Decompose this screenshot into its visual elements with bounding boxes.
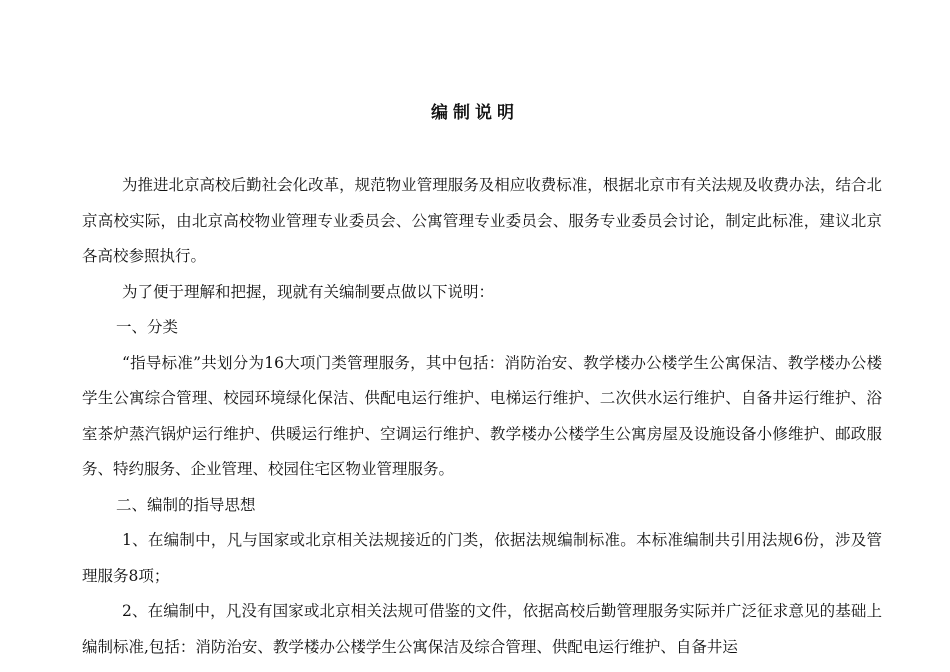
principle-item-1: 1、在编制中，凡与国家或北京相关法规接近的门类，依据法规编制标准。本标准编制共引用法规6份，涉及管理服务8项； [82,531,882,585]
document-title: 编制说明 [431,103,519,123]
intro-paragraph: 为推进北京高校后勤社会化改革，规范物业管理服务及相应收费标准，根据北京市有关法规及收费办法，结合北京高校实际，由北京高校物业管理专业委员会、公寓管理专业委员会、服务专业委员会讨论，制定此标准，建议北京各高校参照执行。 [82,176,882,265]
explanation-lead: 为了便于理解和把握，现就有关编制要点做以下说明： [122,282,495,301]
classification-paragraph: “指导标准”共划分为16大项门类管理服务，其中包括：消防治安、教学楼办公楼学生公寓保洁、教学楼办公楼学生公寓综合管理、校园环境绿化保洁、供配电运行维护、电梯运行维护、二次供水运行维护、自备井运行维护、浴室茶炉蒸汽锅炉运行维护、供暖运行维护、空调运行维护、教学楼办公楼学生公寓房屋及设施设备小修维护、邮政服务、特约服务、企业管理、校园住宅区物业管理服务。 [82,353,882,478]
section-heading-guiding-principles: 二、编制的指导思想 [116,495,256,514]
principle-item-2: 2、在编制中，凡没有国家或北京相关法规可借鉴的文件，依据高校后勤管理服务实际并广泛征求意见的基础上编制标准,包括：消防治安、教学楼办公楼学生公寓保洁及综合管理、供配电运行维护、自备井运 [82,602,882,656]
section-heading-classification: 一、分类 [116,318,179,336]
document-body [82,168,882,665]
